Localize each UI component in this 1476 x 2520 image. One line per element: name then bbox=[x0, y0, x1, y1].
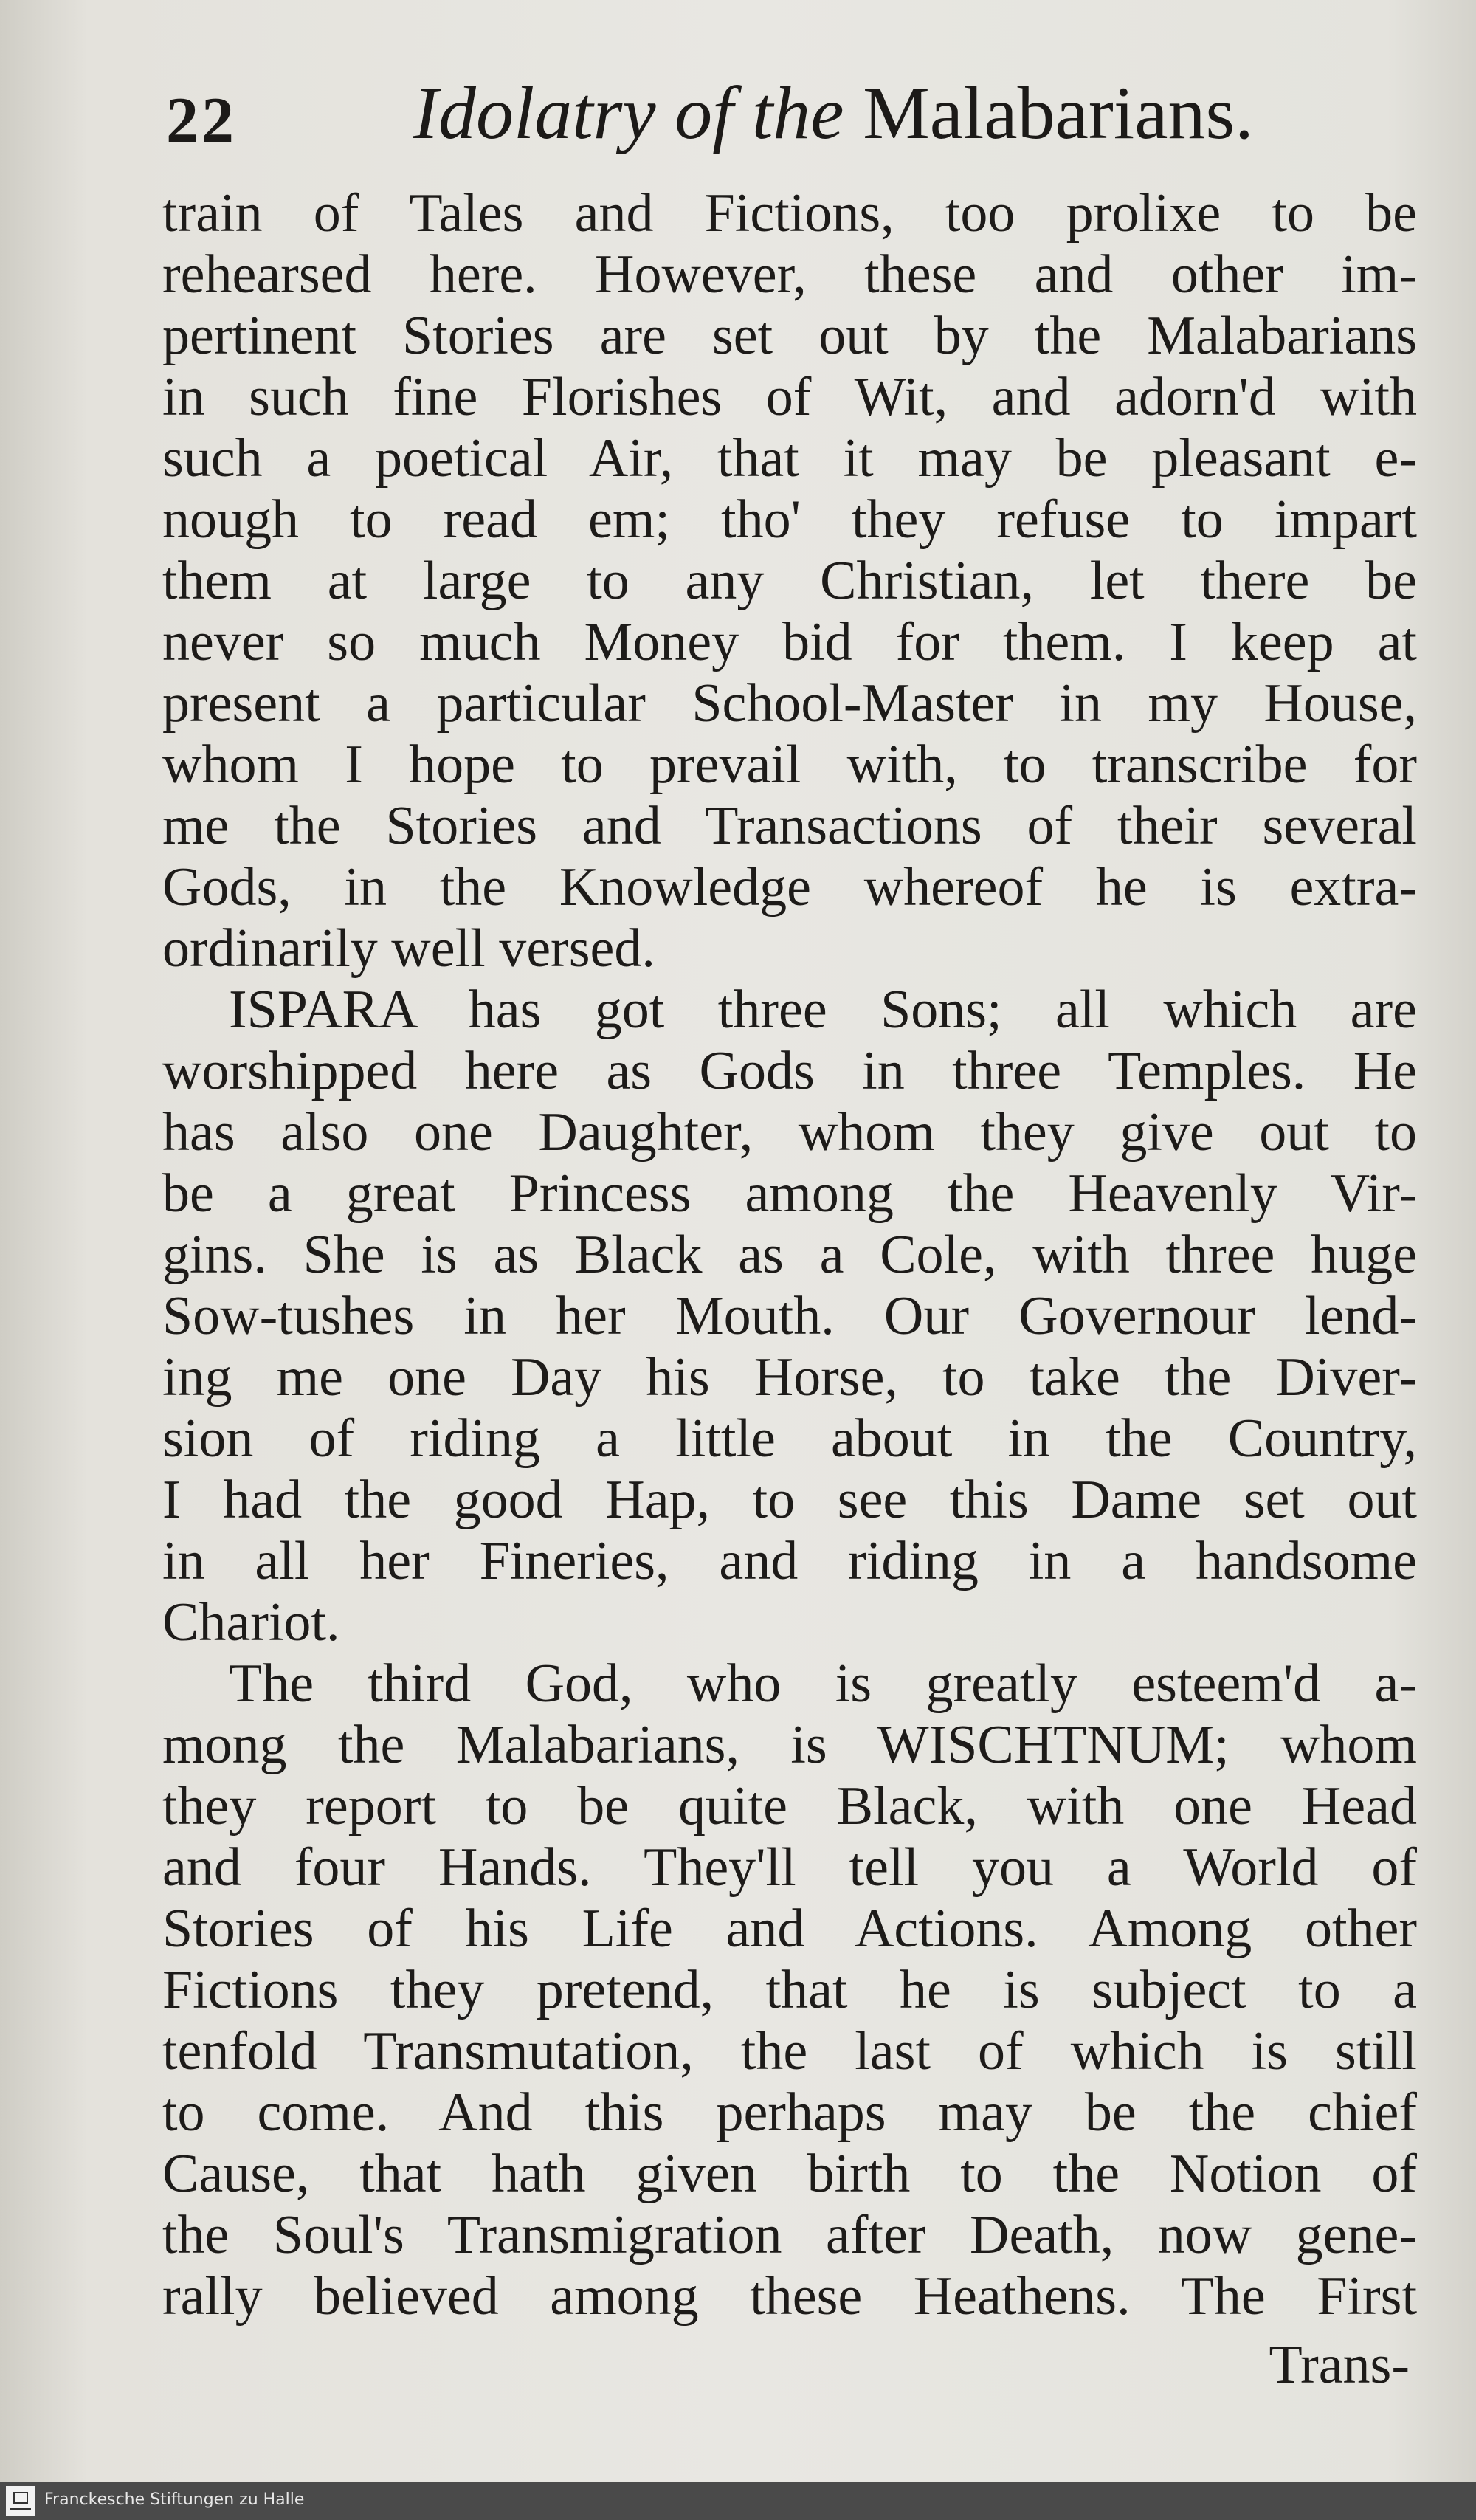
text-line: rally believed among these Heathens. The First bbox=[162, 2266, 1417, 2327]
text-line: be a great Princess among the Heavenly Vir- bbox=[162, 1163, 1417, 1224]
library-logo-icon bbox=[6, 2486, 35, 2516]
text-line: Gods, in the Knowledge whereof he is extra- bbox=[162, 857, 1417, 918]
text-line: Cause, that hath given birth to the Notion of bbox=[162, 2144, 1417, 2204]
text-line: pertinent Stories are set out by the Malabarians bbox=[162, 306, 1417, 366]
text-line: to come. And this perhaps may be the chief bbox=[162, 2082, 1417, 2143]
text-line: the Soul's Transmigration after Death, now gene- bbox=[162, 2205, 1417, 2265]
text-line: me the Stories and Transactions of their several bbox=[162, 796, 1417, 856]
text-line: The third God, who is greatly esteem'd a- bbox=[229, 1653, 1417, 1714]
text-line: ISPARA has got three Sons; all which are bbox=[229, 980, 1417, 1040]
text-line: Fictions they pretend, that he is subject to a bbox=[162, 1960, 1417, 2020]
text-line: has also one Daughter, whom they give out to bbox=[162, 1102, 1417, 1163]
text-line: ordinarily well versed. bbox=[162, 918, 655, 979]
text-line: sion of riding a little about in the Country, bbox=[162, 1408, 1417, 1469]
page-header bbox=[166, 70, 1288, 166]
page-number: 22 bbox=[166, 85, 237, 156]
text-line: train of Tales and Fictions, too prolixe to be bbox=[162, 183, 1417, 244]
text-line: and four Hands. They'll tell you a World of bbox=[162, 1837, 1417, 1898]
text-line: tenfold Transmutation, the last of which is still bbox=[162, 2021, 1417, 2082]
text-line: them at large to any Christian, let there be bbox=[162, 551, 1417, 611]
footer-label: Franckesche Stiftungen zu Halle bbox=[44, 2490, 305, 2509]
text-line: Chariot. bbox=[162, 1592, 340, 1653]
text-line: ing me one Day his Horse, to take the Diver- bbox=[162, 1347, 1417, 1408]
running-head bbox=[413, 70, 1254, 156]
text-line: I had the good Hap, to see this Dame set out bbox=[162, 1470, 1417, 1530]
text-line: Sow-tushes in her Mouth. Our Governour lend- bbox=[162, 1286, 1417, 1346]
footer-bar bbox=[0, 2482, 1476, 2520]
text-line: whom I hope to prevail with, to transcribe for bbox=[162, 734, 1417, 795]
text-line: Stories of his Life and Actions. Among other bbox=[162, 1898, 1417, 1959]
text-line: never so much Money bid for them. I keep at bbox=[162, 612, 1417, 672]
text-line: rehearsed here. However, these and other im- bbox=[162, 244, 1417, 305]
body-text bbox=[162, 183, 1417, 2327]
text-line: mong the Malabarians, is WISCHTNUM; whom bbox=[162, 1715, 1417, 1775]
text-line: in all her Fineries, and riding in a handsome bbox=[162, 1531, 1417, 1591]
catchword: Trans- bbox=[1269, 2335, 1410, 2395]
text-line: they report to be quite Black, with one Head bbox=[162, 1776, 1417, 1836]
text-line: worshipped here as Gods in three Temples. He bbox=[162, 1041, 1417, 1101]
running-head-roman: Malabarians. bbox=[863, 72, 1254, 155]
text-line: nough to read em; tho' they refuse to impart bbox=[162, 489, 1417, 550]
text-line: present a particular School-Master in my House, bbox=[162, 673, 1417, 734]
text-line: gins. She is as Black as a Cole, with three huge bbox=[162, 1225, 1417, 1285]
text-line: in such fine Florishes of Wit, and adorn'd with bbox=[162, 367, 1417, 427]
running-head-italic: Idolatry of the bbox=[413, 72, 844, 155]
text-line: such a poetical Air, that it may be pleasant e- bbox=[162, 428, 1417, 489]
